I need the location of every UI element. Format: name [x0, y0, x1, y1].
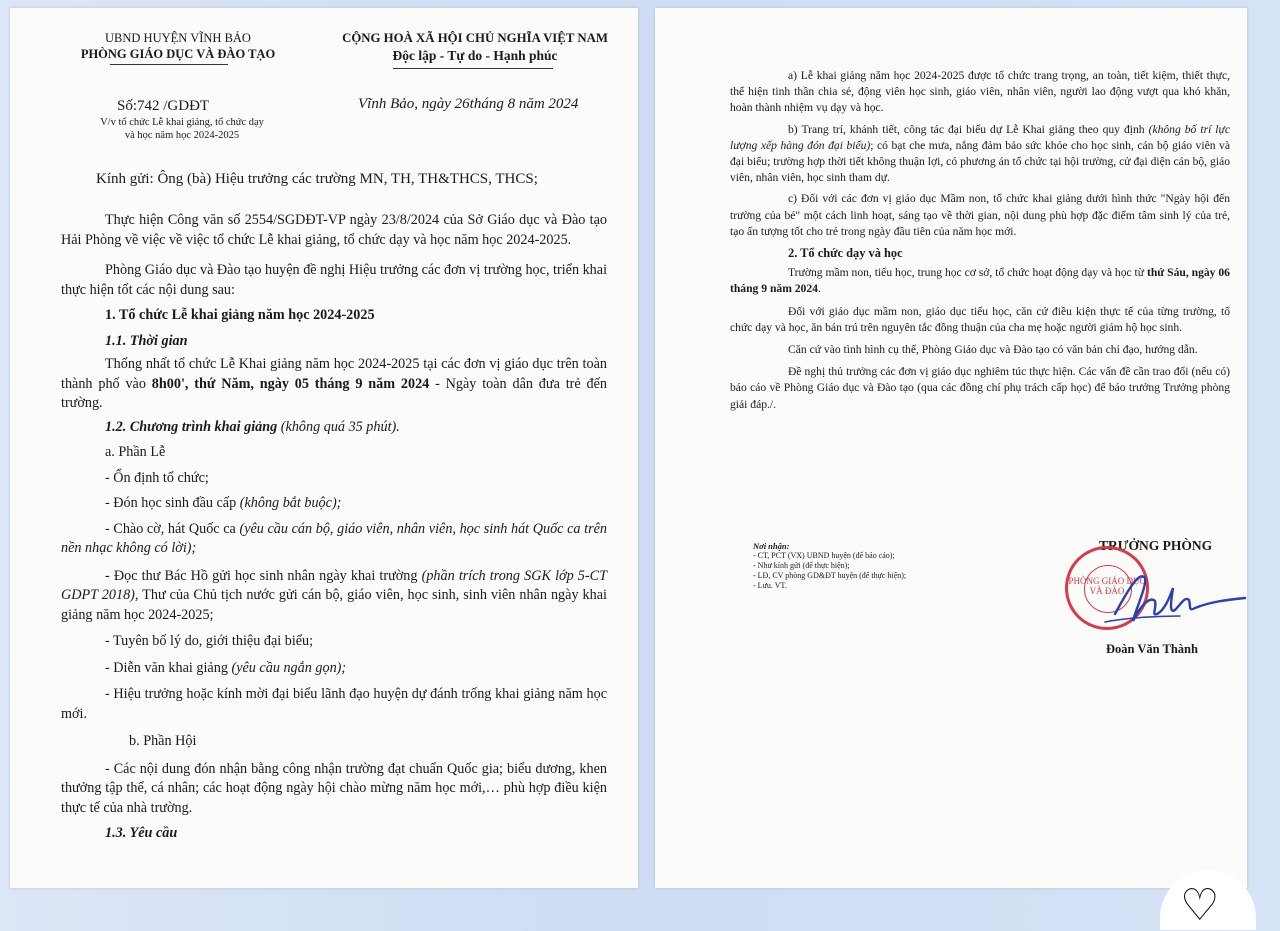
recipients-block: [753, 541, 1013, 591]
program-item-3-note: (yêu cầu cán bộ, giáo viên, nhân viên, học sinh hát Quốc ca trên nền nhạc không có lời);: [61, 520, 607, 556]
section-1-1-heading: 1.1. Thời gian: [105, 332, 188, 349]
subject-line2: và học năm học 2024-2025: [124, 130, 240, 141]
program-item-1: - Ổn định tổ chức;: [105, 469, 209, 486]
agency-line2: PHÒNG GIÁO DỤC VÀ ĐÀO TẠO: [80, 47, 276, 61]
requirement-b-text-2: ; có bạt che mưa, nắng đảm bảo sức khỏe cho học sinh, cán bộ giáo viên và đại biểu; trường hợp thời tiết không thuận lợi, có phương án tổ chức tại hội trường, cử đại diện cán bộ, giáo viên, nhân viên, học sinh tham dự.: [730, 138, 1230, 185]
teaching-start-date: thứ Sáu, ngày 06 tháng 9 năm 2024: [730, 266, 1230, 296]
agency-line1: UBND HUYỆN VĨNH BẢO: [105, 31, 251, 45]
recipient-line: Kính gửi: Ông (bà) Hiệu trưởng các trường MN, TH, TH&THCS, THCS;: [96, 171, 538, 187]
teaching-paragraph-3: Căn cứ vào tình hình cụ thể, Phòng Giáo dục và Đào tạo có văn bản chỉ đạo, hướng dẫn.: [788, 343, 1198, 357]
handwritten-signature: [1085, 566, 1247, 636]
part-b-paragraph: - Các nội dung đón nhận bằng công nhận trường đạt chuẩn Quốc gia; biểu dương, khen thưởng tập thể, cá nhân; các hoạt động ngày hội chào mừng năm học mới,… phù hợp điều kiện thực tế của nhà trường.: [61, 760, 607, 816]
program-item-6: [61, 659, 607, 679]
program-item-2-note: (không bắt buộc);: [239, 495, 342, 511]
doc-number: Số:742 /GDĐT: [117, 98, 210, 114]
recipients-title: Nơi nhận:: [753, 541, 790, 551]
program-item-3-text: - Chào cờ, hát Quốc ca: [105, 520, 240, 537]
program-item-4-note: (phần trích trong SGK lớp 5-CT GDPT 2018): [61, 567, 607, 603]
section-1-3-heading: 1.3. Yêu cầu: [105, 825, 178, 841]
signer-title: TRƯỞNG PHÒNG: [1099, 538, 1213, 553]
program-item-4-text-a: - Đọc thư Bác Hồ gửi học sinh nhân ngày khai trường: [105, 567, 422, 584]
program-item-6-text: - Diễn văn khai giảng: [105, 659, 232, 676]
program-item-3: [61, 520, 607, 559]
section-1-2-title: 1.2. Chương trình khai giảng: [105, 418, 278, 435]
agency-header: [58, 30, 298, 62]
left-body: [61, 211, 607, 844]
date-line: Vĩnh Bảo, ngày 26tháng 8 năm 2024: [358, 96, 579, 112]
part-b-heading: b. Phần Hội: [129, 733, 197, 749]
requirement-c: c) Đối với các đơn vị giáo dục Mầm non, tổ chức khai giảng dưới hình thức "Ngày hội đến trường của bé" một cách linh hoạt, sáng tạo về thời gian, nội dung phù hợp đặc điểm tâm sinh lý của trẻ, tạo ấn tượng tốt cho trẻ trong ngày đầu tiên của năm học mới.: [730, 192, 1230, 238]
time-text-b: - Ngày toàn dân đưa trẻ đến trường.: [61, 375, 607, 411]
requirement-b-note: (không bố trí lực lượng xếp hàng đón đại biểu): [730, 122, 1230, 152]
recipient-item: - LĐ, CV phòng GD&ĐT huyện (để thực hiện);: [753, 571, 907, 580]
program-item-4-text-b: , Thư của Chủ tịch nước gửi cán bộ, giáo viên, học sinh, sinh viên nhân ngày khai giảng năm học 2024-2025;: [61, 587, 607, 623]
time-text-bold: 8h00', thứ Năm, ngày 05 tháng 9 năm 2024: [151, 375, 430, 392]
intro-paragraph-1: Thực hiện Công văn số 2554/SGDĐT-VP ngày 23/8/2024 của Sở Giáo dục và Đào tạo Hải Phòng về việc về việc tổ chức Lễ khai giảng, tổ chức dạy và học năm học 2024-2025.: [61, 212, 607, 248]
recipient-item: - Như kính gửi (để thực hiện);: [753, 561, 850, 570]
teaching-paragraph-2: Đối với giáo dục mầm non, giáo dục tiểu học, căn cứ điều kiện thực tế của từng trường, tổ chức dạy và học, ăn bán trú trên nguyên tắc đồng thuận của cha mẹ hoặc người giám hộ học sinh.: [730, 304, 1230, 334]
program-item-2: [61, 494, 607, 514]
section-1-heading: 1. Tổ chức Lễ khai giảng năm học 2024-2025: [105, 307, 375, 323]
program-item-5: - Tuyên bố lý do, giới thiệu đại biểu;: [105, 633, 314, 649]
program-item-6-note: (yêu cầu ngắn gọn);: [231, 659, 347, 676]
heart-outline-icon: ♡: [1180, 880, 1220, 931]
requirement-b: [730, 122, 1230, 187]
subject: [62, 116, 302, 142]
section-1-2-note: (không quá 35 phút).: [277, 418, 400, 435]
document-page-right: [655, 8, 1247, 888]
recipient-item: - Lưu. VT.: [753, 581, 787, 590]
teaching-start-text: Trường mầm non, tiểu học, trung học cơ sở, tổ chức hoạt động dạy và học từ: [788, 266, 1147, 280]
teaching-start: [730, 265, 1230, 297]
requirement-b-text-1: b) Trang trí, khánh tiết, công tác đại biểu dự Lễ Khai giảng theo quy định: [788, 122, 1149, 136]
section-2-heading: 2. Tổ chức dạy và học: [788, 246, 903, 261]
header-divider-left: [110, 64, 228, 65]
requirement-a: a) Lễ khai giảng năm học 2024-2025 được tổ chức trang trọng, an toàn, tiết kiệm, thiết thực, thể hiện tinh thần chia sẻ, động viên học sinh, giáo viên, nhân viên, người lao động vượt qua khó khăn, hoàn thành nhiệm vụ dạy và học.: [730, 69, 1230, 115]
time-paragraph: [61, 355, 607, 414]
stamp-text: PHÒNG GIÁO DỤC VÀ ĐÀO: [1068, 576, 1146, 596]
intro-paragraph-2: Phòng Giáo dục và Đào tạo huyện đề nghị Hiệu trưởng các đơn vị trường học, triển khai thực hiện tốt các nội dung sau:: [61, 262, 608, 298]
closing-paragraph: Đề nghị thủ trưởng các đơn vị giáo dục nghiêm túc thực hiện. Các vấn đề cần trao đổi (nếu có) báo cáo về Phòng Giáo dục và Đào tạo (qua các đồng chí phụ trách cấp học) để báo trưởng Trưởng phòng giải đáp./.: [730, 365, 1230, 411]
recipient-item: - CT, PCT (VX) UBND huyện (để báo cáo);: [753, 551, 895, 560]
national-header: [325, 30, 625, 64]
right-body: [730, 68, 1230, 413]
document-page-left: [10, 8, 638, 888]
national-motto: Độc lập - Tự do - Hạnh phúc: [392, 48, 558, 63]
signer-name: Đoàn Văn Thành: [1106, 642, 1198, 656]
time-text-a: Thống nhất tổ chức Lễ Khai giảng năm học 2024-2025 tại các đơn vị giáo dục trên toàn thành phố vào: [61, 356, 607, 392]
subject-line1: V/v tổ chức Lễ khai giảng, tổ chức dạy: [100, 117, 264, 128]
header-divider-right: [393, 68, 553, 69]
program-item-2-text: - Đón học sinh đầu cấp: [105, 495, 240, 511]
section-1-2-heading: [61, 418, 607, 438]
national-title: CỘNG HOÀ XÃ HỘI CHỦ NGHĨA VIỆT NAM: [342, 31, 608, 45]
program-item-4: [61, 567, 607, 626]
program-item-7: - Hiệu trưởng hoặc kính mời đại biểu lãnh đạo huyện dự đánh trống khai giảng năm học mới.: [61, 686, 607, 722]
part-a-heading: a. Phần Lễ: [105, 444, 166, 460]
teaching-start-end: .: [817, 282, 821, 296]
